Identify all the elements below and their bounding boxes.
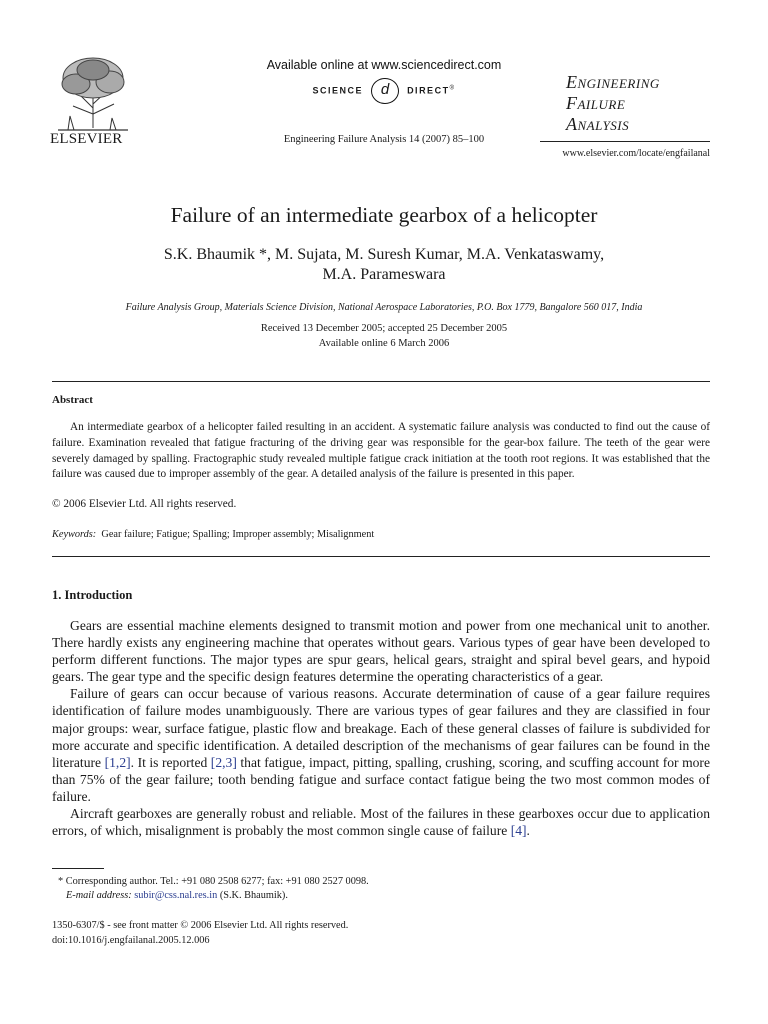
footnote-email — [66, 890, 288, 901]
keywords-list: Gear failure; Fatigue; Spalling; Improper assembly; Misalignment — [101, 529, 375, 540]
intro-p3-text-a: Aircraft gearboxes are generally robust and reliable. Most of the failures in these gearboxes occur due to application errors, of which, misalignment is probably the most common single cause of failure — [52, 806, 710, 839]
journal-title-line-3: Analysis — [566, 114, 630, 134]
sd-logo-left: SCIENCE — [312, 85, 364, 96]
journal-rule — [540, 141, 710, 142]
abstract-paragraph: An intermediate gearbox of a helicopter failed resulting in an accident. A systematic failure analysis was conducted to find out the cause of failure. Examination revealed that fatigue fracturing of the driving gear was responsible for the gear-box failure. The teeth of the gear were severely damaged by spalling. Fractographic study revealed multiple fatigue crack initiation at the tooth root regions. It was established that the failure was caused due to improper assembly of the gear. A detailed analysis of the failure is presented in this paper. — [52, 421, 710, 481]
keywords-label: Keywords: — [52, 529, 97, 540]
intro-p2-text-c: that fatigue, impact, pitting, spalling, crushing, scoring, and scuffing account for more than 75% of the gear failure; tooth bending fatigue and surface contact fatigue being the two most common modes of failure. — [52, 754, 710, 804]
citation-link-1-2[interactable]: [1,2] — [104, 754, 131, 770]
intro-p2-text-a: Failure of gears can occur because of various reasons. Accurate determination of cause of a gear failure requires identification of failure modes unambiguously. There are various types of gear failures and they are classified in four major groups: wear, surface fatigue, plastic flow and breakage. Each of these general classes of failure is subdivided for more accurate and specific identification. A detailed description of the mechanisms of gear failures can be found in the literature — [52, 686, 710, 770]
journal-title-line-1: Engineering — [566, 72, 660, 92]
email-label: E-mail address: — [66, 890, 132, 901]
abstract-heading: Abstract — [52, 394, 93, 406]
intro-paragraph-1: Gears are essential machine elements designed to transmit motion and power from one mechanical unit to another. There hardly exists any engineering machine that operates without gears. Various types of gear have been developed to perform different functions. The major types are spur gears, helical gears, straight and spiral bevel gears, and hypoid gears. The gear type and the specific design features determine the operating characteristics of a gear. — [52, 618, 710, 685]
abstract-body — [52, 420, 710, 483]
email-link[interactable]: subir@css.nal.res.in — [134, 890, 218, 901]
authors-line-2: M.A. Parameswara — [322, 266, 446, 283]
doi[interactable]: doi:10.1016/j.engfailanal.2005.12.006 — [52, 935, 210, 946]
section-heading-introduction: 1. Introduction — [52, 588, 133, 602]
authors — [80, 245, 688, 285]
abstract-bottom-rule — [52, 556, 710, 557]
journal-title — [566, 72, 660, 135]
article-title: Failure of an intermediate gearbox of a helicopter — [170, 203, 598, 227]
authors-line-1: S.K. Bhaumik *, M. Sujata, M. Suresh Kumar, M.A. Venkataswamy, — [163, 246, 605, 263]
journal-citation: Engineering Failure Analysis 14 (2007) 85–100 — [283, 134, 485, 145]
sd-logo-mark: ® — [449, 85, 456, 92]
intro-paragraph-2 — [52, 685, 710, 805]
intro-paragraph-3 — [52, 805, 710, 839]
journal-url[interactable]: www.elsevier.com/locate/engfailanal — [562, 148, 710, 159]
abstract-top-rule — [52, 381, 710, 382]
sd-logo-right: DIRECT — [407, 85, 450, 96]
email-suffix: (S.K. Bhaumik). — [217, 890, 288, 901]
intro-p2-text-b: . It is reported — [130, 754, 211, 770]
abstract-copyright: © 2006 Elsevier Ltd. All rights reserved. — [52, 498, 237, 510]
affiliation: Failure Analysis Group, Materials Science Division, National Aerospace Laboratories, P.O. Box 1779, Bangalore 560 017, India — [125, 302, 643, 313]
introduction-body — [52, 617, 710, 839]
intro-p3-text-b: . — [526, 823, 530, 839]
citation-link-4[interactable]: [4] — [510, 823, 527, 839]
citation-link-2-3[interactable]: [2,3] — [210, 754, 237, 770]
journal-title-line-2: Failure — [566, 93, 626, 113]
keywords — [52, 529, 374, 540]
publisher-name: ELSEVIER — [50, 131, 123, 147]
footnote-rule — [52, 868, 104, 869]
footnote-corresponding-author: * Corresponding author. Tel.: +91 080 2508 6277; fax: +91 080 2527 0098. — [58, 876, 369, 887]
sd-logo-at: d — [371, 78, 399, 104]
sciencedirect-availability: Available online at www.sciencedirect.com — [266, 58, 502, 72]
front-matter: 1350-6307/$ - see front matter © 2006 Elsevier Ltd. All rights reserved. — [52, 920, 349, 931]
available-online-date: Available online 6 March 2006 — [318, 338, 450, 349]
received-dates: Received 13 December 2005; accepted 25 December 2005 — [260, 323, 508, 334]
